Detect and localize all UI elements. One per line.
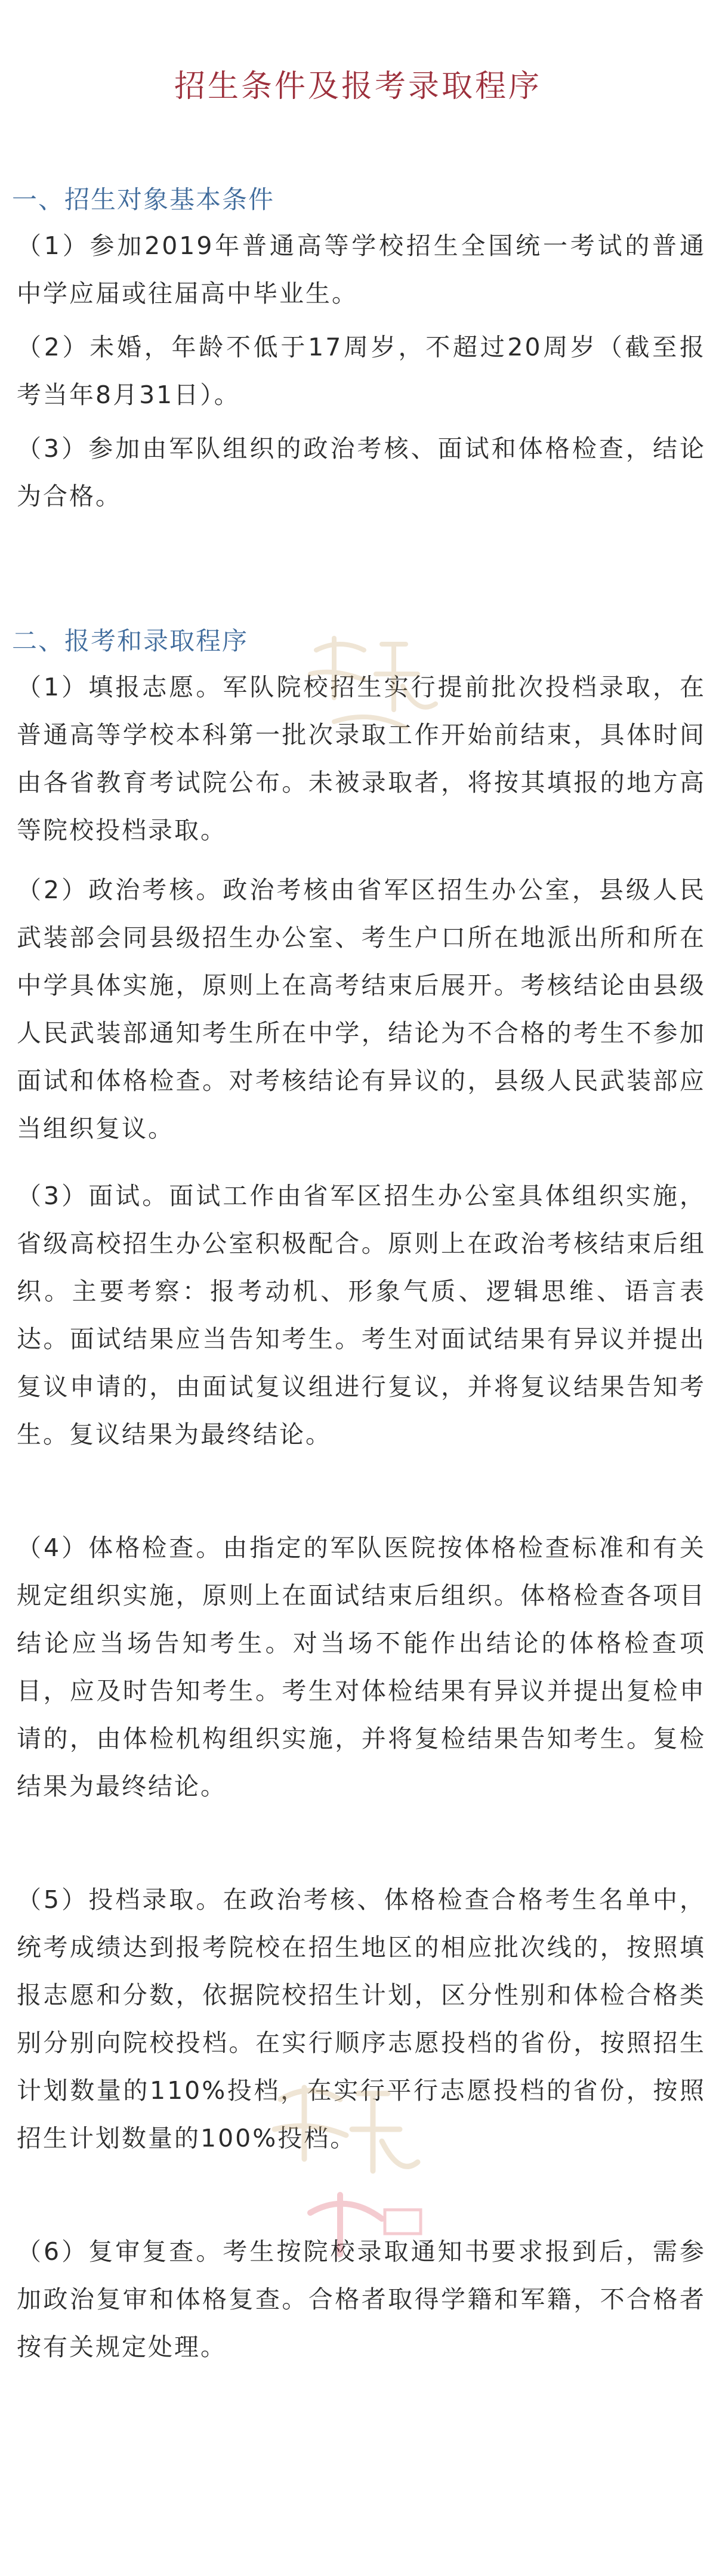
procedure-item-6: （6）复审复查。考生按院校录取通知书要求报到后，需参加政治复审和体格复查。合格者取得学籍和军籍，不合格者按有关规定处理。: [17, 2237, 706, 2361]
section-heading-basic-conditions: 一、招生对象基本条件: [12, 185, 275, 214]
procedure-item-4: （4）体格检查。由指定的军队医院按体格检查标准和有关规定组织实施，原则上在面试结束后组织。体格检查各项目结论应当场告知考生。对当场不能作出结论的体格检查项目，应及时告知考生。考生对体检结果有异议并提出复检申请的，由体检机构组织实施，并将复检结果告知考生。复检结果为最终结论。: [17, 1533, 706, 1801]
condition-item-3: （3）参加由军队组织的政治考核、面试和体格检查，结论为合格。: [17, 434, 706, 511]
procedure-item-2: （2）政治考核。政治考核由省军区招生办公室，县级人民武装部会同县级招生办公室、考生户口所在地派出所和所在中学具体实施，原则上在高考结束后展开。考核结论由县级人民武装部通知考生所在中学，结论为不合格的考生不参加面试和体格检查。对考核结论有异议的，县级人民武装部应当组织复议。: [17, 876, 706, 1143]
procedure-item-5: （5）投档录取。在政治考核、体格检查合格考生名单中，统考成绩达到报考院校在招生地区的相应批次线的，按照填报志愿和分数，依据院校招生计划，区分性别和体检合格类别分别向院校投档。在实行顺序志愿投档的省份，按照招生计划数量的110%投档，在实行平行志愿投档的省份，按照招生计划数量的100%投档。: [17, 1885, 706, 2153]
procedure-item-3: （3）面试。面试工作由省军区招生办公室具体组织实施，省级高校招生办公室积极配合。原则上在政治考核结束后组织。主要考察：报考动机、形象气质、逻辑思维、语言表达。面试结果应当告知考生。考生对面试结果有异议并提出复议申请的，由面试复议组进行复议，并将复议结果告知考生。复议结果为最终结论。: [17, 1182, 706, 1449]
section-heading-procedure: 二、报考和录取程序: [12, 626, 249, 655]
procedure-item-1: （1）填报志愿。军队院校招生实行提前批次投档录取，在普通高等学校本科第一批次录取工作开始前结束，具体时间由各省教育考试院公布。未被录取者，将按其填报的地方高等院校投档录取。: [17, 673, 706, 845]
condition-item-1: （1）参加2019年普通高等学校招生全国统一考试的普通中学应届或往届高中毕业生。: [17, 231, 706, 308]
condition-item-2: （2）未婚，年龄不低于17周岁，不超过20周岁（截至报考当年8月31日）。: [17, 333, 706, 409]
page-title: 招生条件及报考录取程序: [174, 69, 542, 104]
